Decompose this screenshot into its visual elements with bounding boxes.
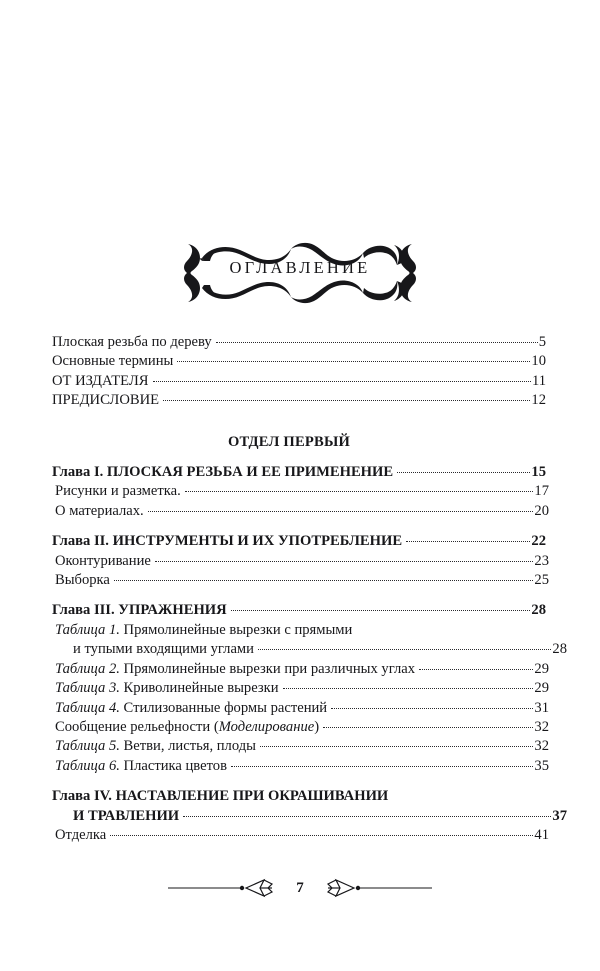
toc-entry[interactable]	[52, 372, 546, 391]
toc-entry-page: 11	[531, 372, 546, 389]
spacer	[52, 411, 546, 422]
toc-entry-text: Сообщение рельефности (	[55, 718, 219, 735]
chapter-page: 37	[552, 807, 567, 824]
dot-leader	[185, 491, 534, 492]
toc-entry[interactable]	[52, 571, 549, 590]
footer-rule-left-icon	[168, 877, 278, 899]
toc-entry-text: Стилизованные формы растений	[119, 699, 328, 716]
toc-entry-text: Пластика цветов	[119, 757, 227, 774]
toc-entry[interactable]	[52, 621, 549, 640]
spacer	[52, 452, 546, 463]
toc-entry-page: 32	[534, 718, 549, 735]
toc-entry-page: 29	[534, 680, 549, 697]
toc-entry-page: 25	[534, 572, 549, 589]
dot-leader	[153, 381, 531, 382]
spacer	[52, 590, 546, 601]
table-number: Таблица 2.	[55, 660, 120, 677]
toc-entry-label: Основные термины	[52, 353, 174, 370]
dot-leader	[163, 400, 530, 401]
toc-entry-text: Ветви, листья, плоды	[119, 738, 256, 755]
chapter-group-4	[52, 787, 567, 845]
page-number: 7	[296, 879, 304, 896]
toc-entry[interactable]	[52, 391, 546, 410]
chapter-title: Глава IV. НАСТАВЛЕНИЕ ПРИ ОКРАШИВАНИИ	[52, 788, 389, 805]
toc-entry[interactable]	[52, 482, 549, 501]
chapter-title-row[interactable]	[52, 532, 546, 551]
front-matter-group	[52, 333, 546, 411]
spacer	[52, 422, 546, 433]
toc-entry-page: 28	[552, 641, 567, 658]
toc-entry-label	[55, 699, 327, 718]
toc-entry-page: 32	[534, 738, 549, 755]
dot-leader	[183, 816, 551, 817]
dot-leader	[231, 610, 531, 611]
spacer	[52, 521, 546, 532]
toc-entry-page: 12	[531, 392, 546, 409]
toc-entry[interactable]	[52, 502, 549, 521]
chapter-group-3	[52, 601, 567, 776]
toc-entry[interactable]	[52, 333, 546, 352]
toc-entry-label	[55, 621, 352, 640]
dot-leader	[397, 472, 530, 473]
toc-entry[interactable]	[52, 718, 549, 737]
toc-entry-page: 20	[534, 502, 549, 519]
dot-leader	[419, 669, 533, 670]
toc-entry-emphasis: Моделирование	[218, 718, 315, 735]
toc-entry-label: Плоская резьба по дереву	[52, 334, 212, 350]
toc-entry-text: Криволинейные вырезки	[119, 680, 279, 697]
footer-rule-right-icon	[322, 877, 432, 899]
toc-entry-label	[55, 757, 227, 776]
toc-entry-page: 41	[534, 826, 549, 843]
toc-entry-label: О материалах.	[55, 502, 144, 519]
table-number: Таблица 6.	[55, 757, 120, 774]
chapter-title: Глава II. ИНСТРУМЕНТЫ И ИХ УПОТРЕБЛЕНИЕ	[52, 533, 403, 550]
toc-entry-label: Отделка	[55, 826, 107, 843]
toc-entry-text: Прямолинейные вырезки при различных углах	[119, 660, 416, 677]
toc-entry-text-tail: )	[314, 718, 320, 735]
chapter-page: 28	[531, 602, 546, 619]
toc-entry-page: 17	[534, 483, 549, 500]
toc-entry-label: Оконтуривание	[55, 552, 151, 569]
dot-leader	[177, 361, 530, 362]
chapter-title: Глава III. УПРАЖНЕНИЯ	[52, 602, 227, 619]
chapter-title-row[interactable]	[52, 463, 546, 482]
table-of-contents	[52, 333, 567, 845]
toc-entry-page: 5	[538, 334, 546, 350]
page-title: ОГЛАВЛЕНИЕ	[229, 258, 371, 277]
dot-leader	[155, 561, 534, 562]
chapter-page: 15	[531, 464, 546, 481]
chapter-title-row[interactable]	[52, 601, 546, 620]
dot-leader	[216, 342, 538, 343]
dot-leader	[258, 649, 551, 650]
dot-leader	[331, 708, 533, 709]
dot-leader	[323, 727, 533, 728]
toc-entry-page: 31	[534, 699, 549, 716]
toc-entry-label: и тупыми входящими углами	[73, 641, 254, 658]
toc-entry[interactable]	[52, 826, 549, 845]
toc-entry-label	[55, 660, 415, 679]
toc-entry-label	[55, 679, 279, 698]
toc-entry-label	[55, 718, 319, 737]
toc-entry-label: Выборка	[55, 572, 110, 589]
section-heading: ОТДЕЛ ПЕРВЫЙ	[227, 433, 351, 450]
toc-entry-label: ПРЕДИСЛОВИЕ	[52, 392, 160, 409]
dot-leader	[114, 580, 534, 581]
chapter-group-1	[52, 463, 549, 521]
toc-entry-page: 10	[531, 353, 546, 370]
toc-entry-label	[55, 737, 256, 756]
toc-entry-text: Прямолинейные вырезки с прямыми	[119, 621, 353, 638]
toc-entry-label: Рисунки и разметка.	[55, 483, 181, 500]
toc-entry[interactable]	[52, 699, 549, 718]
toc-entry[interactable]	[52, 660, 549, 679]
chapter-title-wrap: И ТРАВЛЕНИИ	[73, 807, 180, 824]
chapter-group-2	[52, 532, 549, 590]
toc-entry[interactable]	[52, 757, 549, 776]
toc-entry-label: ОТ ИЗДАТЕЛЯ	[52, 372, 149, 389]
table-number: Таблица 5.	[55, 738, 120, 755]
dot-leader	[406, 541, 530, 542]
page-footer	[0, 873, 600, 903]
dot-leader	[110, 835, 533, 836]
table-number: Таблица 3.	[55, 680, 120, 697]
toc-entry-continuation[interactable]	[52, 640, 567, 659]
dot-leader	[148, 511, 534, 512]
toc-entry[interactable]	[52, 737, 549, 756]
toc-entry[interactable]	[52, 352, 546, 371]
toc-entry-page: 29	[534, 660, 549, 677]
table-number: Таблица 1.	[55, 621, 120, 638]
toc-entry-page: 35	[534, 757, 549, 774]
chapter-title-continuation[interactable]	[52, 807, 567, 826]
chapter-page: 22	[531, 533, 546, 550]
toc-entry-page: 23	[534, 552, 549, 569]
toc-entry[interactable]	[52, 679, 549, 698]
chapter-title: Глава I. ПЛОСКАЯ РЕЗЬБА И ЕЕ ПРИМЕНЕНИЕ	[52, 464, 394, 481]
spacer	[52, 776, 546, 787]
toc-entry[interactable]	[52, 552, 549, 571]
table-number: Таблица 4.	[55, 699, 120, 716]
dot-leader	[260, 746, 533, 747]
dot-leader	[231, 766, 533, 767]
chapter-title-row[interactable]	[52, 787, 546, 806]
dot-leader	[283, 688, 534, 689]
